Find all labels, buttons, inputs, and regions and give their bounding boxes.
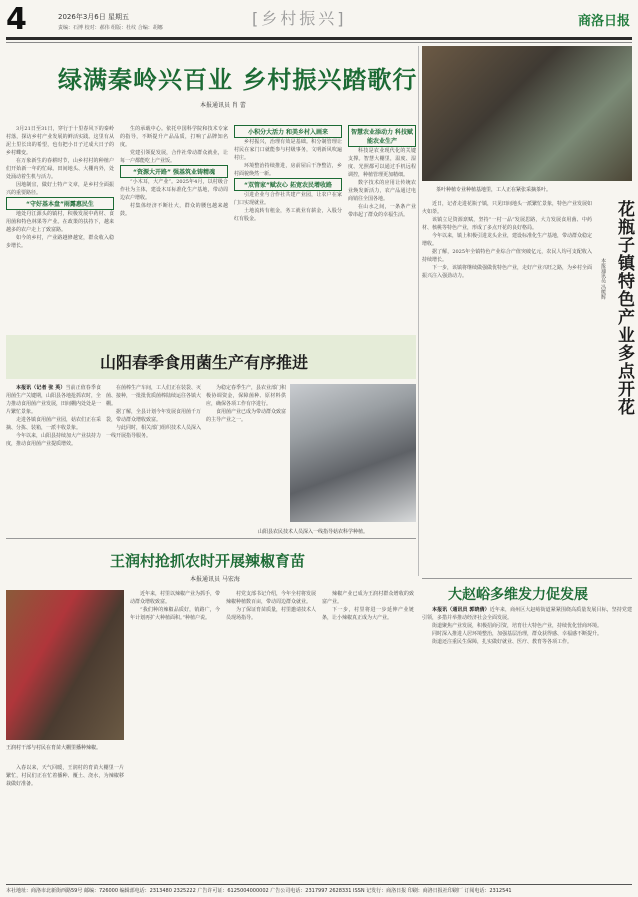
side-headline: 花瓶子镇特色产业多点开花 (614, 200, 634, 416)
paragraph: 3月21日至31日，穿行于十里春风下的秦岭村落，探访乡村产业发展的鲜活实践。这里有从泥土里长出的希望，也有把小日子过成大日子的乡村蝶变。 (6, 126, 114, 156)
paragraph: 入春以来，天气回暖，王润村的育苗大棚里一片繁忙，村民们正在忙着播种、覆土、浇水，为辣椒移栽做好准备。 (6, 765, 124, 787)
tea-photo-caption: 茶叶种植专业种植基地里，工人正在紧张采摘茶叶。 (436, 187, 552, 193)
lead-column-2 (120, 125, 228, 330)
paragraph: 土地流转有租金，务工就业有薪金，入股分红有股金。 (234, 208, 342, 222)
paragraph: 村党支部书记介绍，今年全村将发展辣椒种植数百亩，带动周边群众就业。 (226, 591, 316, 605)
paragraph: 街道聚焦产业发展，积极招商引资，培育壮大特色产业，持续优化营商环境。 (432, 623, 603, 629)
subheading: “守好基本盘”雨露惠民生 (6, 197, 114, 210)
header-rule-thin (6, 42, 632, 43)
mushroom-column-3 (206, 384, 286, 524)
paragraph: 下一步，村里将进一步延伸产业链条，让小辣椒真正成为大产业。 (322, 607, 414, 621)
paragraph: 近日，记者走进花瓶子镇，只见田间地头一派繁忙景象，特色产业发展如火如荼。 (422, 201, 592, 215)
lead-headline: 绿满秦岭兴百业 乡村振兴踏歌行 (58, 66, 418, 94)
paragraph: 乡村振兴，治理有效是基础。积分制管理让村民在家门口就能参与村级事务，文明新风吹遍村庄。 (234, 139, 342, 161)
mushroom-byline: 本报讯（记者 张 英） (16, 385, 66, 391)
header-rule (6, 37, 632, 40)
masthead-logo: 商洛日报 (578, 14, 631, 29)
paragraph: 如今的乡村，产业路越修越宽，群众收入稳步增长。 (6, 235, 114, 249)
paragraph: 走进各镇食用菌产业园，菇农们正在采摘、分拣、装箱，一派丰收景象。 (6, 417, 101, 431)
daliyu-body (422, 606, 632, 878)
tea-garden-photo (422, 46, 632, 181)
paragraph: 今年以来，镇上积极引进龙头企业，建设标准化生产基地，带动群众稳定增收。 (422, 233, 592, 247)
subheading: “双管家”赋农心 拓宽农民增收路 (234, 178, 342, 191)
lead-column-1 (6, 125, 114, 330)
paragraph: 食用菌产业已成为带动群众致富的主导产业之一。 (206, 409, 286, 423)
mushroom-column-1 (6, 384, 101, 524)
paragraph: 地处丹江源头的镇村，积极发展中药材、食用菌和特色林果等产业。在政策的扶持下，越来越多的农户走上了致富路。 (6, 211, 114, 233)
paragraph: 近年来，村里以辣椒产业为抓手，带动群众增收致富。 (130, 591, 220, 605)
paragraph: 辣椒产业已成为王润村群众增收的致富产业。 (322, 591, 414, 605)
paragraph: 在万象新生的春耕时节，山乡村村的种植户们开始新一年的忙碌。田间地头、大棚内外，处处涌动着生机与活力。 (6, 158, 114, 180)
lead-byline: 本报通讯员 肖 蕾 (200, 102, 246, 109)
paragraph: “我们种的辣椒品质好，销路广，今年计划再扩大种植面积。”种植户说。 (130, 607, 220, 621)
pepper-column-1 (6, 764, 124, 876)
paragraph: 科技是农业现代化的关键支撑。智慧大棚里，温度、湿度、光照都可以通过手机远程调控，种植管理更加精细。 (348, 148, 416, 178)
paragraph: 在菌棒生产车间，工人们正在装袋、灭菌、接种，一批批优质菌棒陆续运往各镇大棚。 (106, 385, 201, 407)
footer-info: 本社地址：商洛市北新街西路59号 邮编：726000 编辑部电话：2313480 2325222 广告许可证：6125004000002 广告公司电话：2317997 2628331 ISSN 记发行：商洛日报 印刷：商洛日报社印刷厂 订阅电话：2312541 (6, 884, 632, 894)
section-title: [乡村振兴] (252, 9, 347, 28)
issue-date: 2026年3月6日 星期五 (58, 13, 129, 21)
side-body (422, 200, 592, 480)
paragraph (422, 606, 632, 622)
side-byline: 本报通讯员 冯熊辉 (600, 258, 606, 300)
page-number: 4 (6, 2, 27, 37)
subheading: 智慧农业添动力 科技赋能农业生产 (348, 125, 416, 147)
paragraph: 生的承载中心。依托中国科学院和技术专家的指导，不断提升产品品质，打响了品牌知名度。 (120, 126, 228, 148)
daliyu-headline: 大赵峪多维发力促发展 (448, 587, 588, 603)
column-divider (418, 46, 419, 576)
mushroom-column-2 (106, 384, 201, 524)
paragraph: 数字技术的应用让传统农业焕发新活力，农产品通过电商销往全国各地。 (348, 180, 416, 202)
lead-column-3 (234, 125, 342, 330)
paragraph: 环境整治持续推进，房前屋后干净整洁，乡村面貌焕然一新。 (234, 163, 342, 177)
paragraph: 今年以来，山阳县持续加大产业扶持力度，推动食用菌产业提质增效。 (6, 433, 101, 447)
section-divider (422, 578, 632, 579)
pepper-photo-caption: 王润村干部与村民在育苗大棚里播种辣椒。 (6, 745, 102, 751)
paragraph: 引进企业与合作社共建产业园，让农户在家门口实现就业。 (234, 192, 342, 206)
pepper-column-4 (322, 590, 414, 876)
subheading: “资源大开路” 强基筑业铸精魂 (120, 165, 228, 178)
daliyu-byline: 本报讯（通讯员 郭晓倩） (432, 607, 490, 613)
pepper-column-2 (130, 590, 220, 876)
paragraph: 与此同时，相关部门组织技术人员深入一线开展指导服务。 (106, 425, 201, 439)
lead-column-4 (348, 125, 416, 330)
pepper-seedling-photo (6, 590, 124, 740)
paragraph: “小木耳，大产业”。2025年4月，以村级合作社为主体，建设木耳标准化生产基地，带动周边农户增收。 (120, 179, 228, 201)
paragraph: 在山水之间，一条条产业带串起了群众的幸福生活。 (348, 204, 416, 218)
editors-line: 责编：石博 校对：郝伟 组版：杜纹 合编：胡娜 (58, 25, 163, 31)
paragraph: 为稳定春季生产，县农业部门积极协调资金，保障菌种、原材料供应，确保各项工作有序进行。 (206, 385, 286, 407)
section-divider (6, 538, 416, 539)
paragraph: 村集体经济不断壮大，群众的腰包越来越鼓。 (120, 203, 228, 217)
paragraph: 下一步，该镇将继续做强做优特色产业，走好产业兴旺之路，为乡村全面振兴注入强劲动力。 (422, 265, 592, 279)
paragraph: 街道还注重民生保障，扎实做好就业、医疗、教育等各项工作。 (432, 639, 573, 645)
pepper-headline: 王润村抢抓农时开展辣椒育苗 (110, 552, 306, 570)
paragraph-text: 近年来，商州区大赵峪街道紧紧围绕高质量发展目标，坚持党建引领，多措并举推动经济社会全面发展。 (422, 607, 632, 621)
paragraph: 因地制宜，做好土特产文章，是乡村全面振兴的重要路径。 (6, 182, 114, 196)
pepper-column-3 (226, 590, 316, 876)
paragraph: 党建引领促发展，合作社带动群众就业，让每一户都能吃上产业饭。 (120, 150, 228, 164)
paragraph: 同时深入推进人居环境整治，加强基层治理，群众获得感、幸福感不断提升。 (432, 631, 603, 637)
subheading: 小积分大活力 和美乡村入画来 (234, 125, 342, 138)
mushroom-headline: 山阳春季食用菌生产有序推进 (100, 353, 309, 372)
paragraph: 据了解，2025年全镇特色产业综合产值突破亿元，农民人均可支配收入持续增长。 (422, 249, 592, 263)
paragraph: 该镇立足资源禀赋，坚持“一村一品”发展思路，大力发展食用菌、中药材、核桃等特色产业，形成了多点开花的良好格局。 (422, 217, 592, 231)
mushroom-photo (290, 384, 416, 522)
paragraph-text: 当前正值春季食用菌生产关键期，山阳县各地抢抓农时，全力推动食用菌产业发展，田间棚内处处是一片繁忙景象。 (6, 385, 101, 415)
mushroom-photo-caption: 山阳县农民技术人员深入一线指导菇农科学种植。 (258, 529, 369, 535)
paragraph: 据了解，全县计划今年发展食用菌千万袋，带动群众增收致富。 (106, 409, 201, 423)
paragraph (6, 384, 101, 416)
paragraph: 为了保证育苗质量，村里邀请技术人员现场指导。 (226, 607, 316, 621)
pepper-byline: 本报通讯员 马宏海 (190, 576, 240, 583)
